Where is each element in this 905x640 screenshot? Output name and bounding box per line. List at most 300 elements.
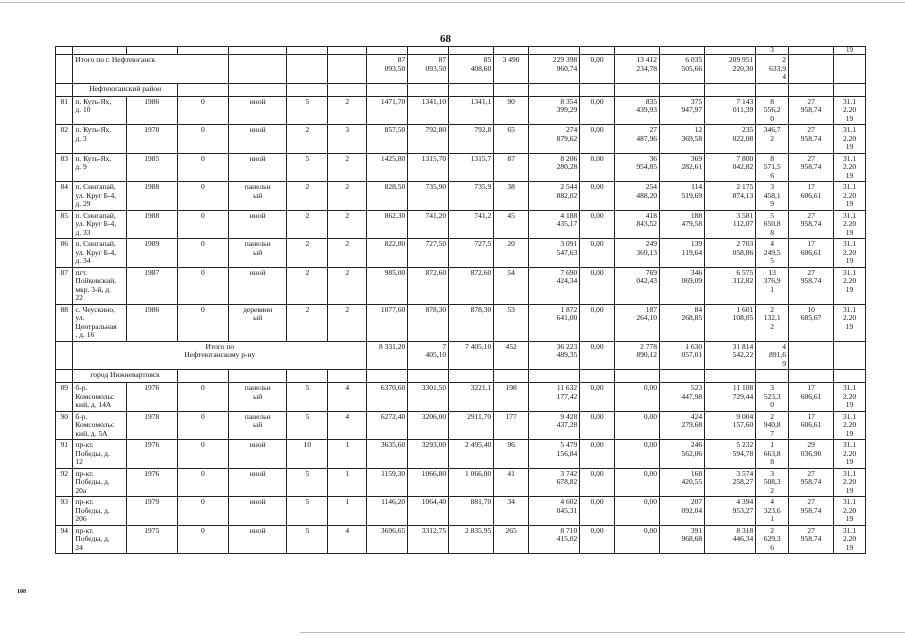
- cell-m2: 12 369,58: [660, 125, 705, 154]
- cell-z: 0: [177, 267, 228, 304]
- cell-fund: 0,00: [580, 440, 615, 469]
- cell-ent: 1: [328, 440, 367, 469]
- blank-cell: [449, 370, 494, 383]
- cell-mat: панельн ый: [229, 239, 287, 268]
- cell-m1: 0,00: [615, 411, 660, 440]
- cell-date: 31.1 2.20 19: [834, 182, 866, 211]
- cell-s2: 3293,00: [408, 440, 449, 469]
- cell-m1: 418 843,52: [615, 210, 660, 239]
- cell-price: 29 036,90: [789, 440, 834, 469]
- totals-value: 452: [494, 341, 529, 370]
- totals-value: 2 778 890,12: [615, 341, 660, 370]
- cell-date: 31.1 2.20 19: [834, 239, 866, 268]
- header-cell: [449, 47, 494, 55]
- cell-cost: 5 479 156,84: [529, 440, 580, 469]
- totals-value: 7 405,10: [408, 341, 449, 370]
- cell-price: 27 958,74: [789, 153, 834, 182]
- cell-fund: 0,00: [580, 383, 615, 412]
- section-title: город Нижневартовск: [73, 370, 177, 383]
- cell-m3: 6 575 312,82: [705, 267, 756, 304]
- blank-cell: [177, 83, 228, 96]
- cell-s2: 3301,50: [408, 383, 449, 412]
- header-cell: [529, 47, 580, 55]
- cell-s1: 985,00: [367, 267, 408, 304]
- cell-price: 27 958,74: [789, 267, 834, 304]
- cell-s1: 1159,30: [367, 468, 408, 497]
- blank-cell: [494, 83, 529, 96]
- cell-z: 0: [177, 304, 228, 341]
- cell-z: 0: [177, 210, 228, 239]
- cell-m2: 188 479,58: [660, 210, 705, 239]
- cell-cost: 8 354 399,29: [529, 96, 580, 125]
- blank-cell: [789, 370, 834, 383]
- table-row: [56, 125, 866, 154]
- cell-s1: 6370,60: [367, 383, 408, 412]
- blank-cell: [449, 83, 494, 96]
- cell-addr: б-р. Комсомольс кий, д. 5А: [73, 411, 126, 440]
- blank-cell: [229, 55, 287, 84]
- cell-fl: 2: [287, 267, 328, 304]
- cell-addr: пр-кт. Победы, д. 206: [73, 497, 126, 526]
- blank-cell: [408, 83, 449, 96]
- cell-s1: 857,50: [367, 125, 408, 154]
- housing-register-table: [55, 46, 866, 554]
- cell-fund: 0,00: [580, 96, 615, 125]
- cell-mat: иной: [229, 210, 287, 239]
- cell-s3: 881,70: [449, 497, 494, 526]
- cell-m2: 523 447,98: [660, 383, 705, 412]
- cell-s1: 3635,60: [367, 440, 408, 469]
- cell-m3: 7 143 011,39: [705, 96, 756, 125]
- cell-year: 1986: [126, 304, 177, 341]
- cell-s3: 2911,70: [449, 411, 494, 440]
- cell-addr: п. Сингапай, ул. Круг Б-4, д. 33: [73, 210, 126, 239]
- table-row: [56, 525, 866, 554]
- cell-s3: 878,30: [449, 304, 494, 341]
- cell-fl: 5: [287, 153, 328, 182]
- cell-addr: п. Сингапай, ул. Круг Б-4, д. 29: [73, 182, 126, 211]
- cell-cost: 7 690 424,34: [529, 267, 580, 304]
- cell-fl: 2: [287, 182, 328, 211]
- cell-s3: 735,9: [449, 182, 494, 211]
- cell-s2: 1064,40: [408, 497, 449, 526]
- cell-m1: 0,00: [615, 468, 660, 497]
- blank-cell: [229, 370, 287, 383]
- totals-value: 85 408,60: [449, 55, 494, 84]
- cell-m3: 11 108 729,44: [705, 383, 756, 412]
- cell-s1: 828,50: [367, 182, 408, 211]
- totals-value: [789, 55, 834, 84]
- cell-m1: 835 439,93: [615, 96, 660, 125]
- cell-ent: 4: [328, 525, 367, 554]
- cell-fund: 0,00: [580, 497, 615, 526]
- cell-year: 1978: [126, 125, 177, 154]
- cell-m3: 4 394 953,27: [705, 497, 756, 526]
- blank-cell: [705, 370, 756, 383]
- cell-addr: пгт. Пойковский, мкр. 3-й, д. 22: [73, 267, 126, 304]
- cell-res: 38: [494, 182, 529, 211]
- totals-value: 229 398 960,74: [529, 55, 580, 84]
- cell-z: 0: [177, 440, 228, 469]
- cell-date: 31.1 2.20 19: [834, 383, 866, 412]
- cell-n: 87: [56, 267, 73, 304]
- cell-date: 31.1 2.20 19: [834, 96, 866, 125]
- header-cell: [229, 47, 287, 55]
- cell-z: 0: [177, 182, 228, 211]
- page-number: 68: [440, 33, 451, 45]
- cell-n: 81: [56, 96, 73, 125]
- cell-price: 27 958,74: [789, 210, 834, 239]
- cell-sq: 4 249,5 5: [756, 239, 789, 268]
- header-cell: [126, 47, 177, 55]
- cell-year: 1985: [126, 153, 177, 182]
- cell-price: 10 685,67: [789, 304, 834, 341]
- cell-ent: 2: [328, 267, 367, 304]
- section-row: [56, 370, 866, 383]
- cell-cost: 1 872 641,00: [529, 304, 580, 341]
- cell-z: 0: [177, 153, 228, 182]
- header-cell: [408, 47, 449, 55]
- cell-z: 0: [177, 383, 228, 412]
- cell-m1: 254 488,20: [615, 182, 660, 211]
- cell-year: 1976: [126, 440, 177, 469]
- blank-cell: [367, 83, 408, 96]
- table-row: [56, 440, 866, 469]
- cell-addr: пр-кт. Победы, д. 20а: [73, 468, 126, 497]
- cell-year: 1976: [126, 383, 177, 412]
- cell-s3: 741,2: [449, 210, 494, 239]
- cell-fl: 2: [287, 210, 328, 239]
- cell-s3: 2 495,40: [449, 440, 494, 469]
- cell-s3: 727,5: [449, 239, 494, 268]
- cell-addr: пр-кт. Победы, д. 24: [73, 525, 126, 554]
- header-cell: [660, 47, 705, 55]
- table-row: [56, 210, 866, 239]
- section-row: [56, 83, 866, 96]
- table-row: [56, 304, 866, 341]
- cell-price: 27 958,74: [789, 468, 834, 497]
- totals-value: 209 951 220,30: [705, 55, 756, 84]
- cell-n: 92: [56, 468, 73, 497]
- cell-m1: 0,00: [615, 440, 660, 469]
- totals-value: 8 331,20: [367, 341, 408, 370]
- cell-sq: 8 556,2 0: [756, 96, 789, 125]
- blank-cell: [580, 83, 615, 96]
- cell-price: 27 958,74: [789, 125, 834, 154]
- blank-cell: [408, 370, 449, 383]
- header-cell: [494, 47, 529, 55]
- cell-z: 0: [177, 468, 228, 497]
- blank-cell: [287, 55, 328, 84]
- cell-m3: 2 703 058,86: [705, 239, 756, 268]
- cell-n: 85: [56, 210, 73, 239]
- cell-res: 41: [494, 468, 529, 497]
- cell-price: 27 958,74: [789, 96, 834, 125]
- header-cell: [287, 47, 328, 55]
- cell-fund: 0,00: [580, 153, 615, 182]
- cell-year: 1989: [126, 239, 177, 268]
- cell-ent: 1: [328, 497, 367, 526]
- cell-s2: 1315,70: [408, 153, 449, 182]
- cell-cost: 4 188 435,17: [529, 210, 580, 239]
- cell-s2: 727,50: [408, 239, 449, 268]
- cell-sq: 1 663,8 8: [756, 440, 789, 469]
- cell-s1: 862,30: [367, 210, 408, 239]
- blank-cell: [705, 83, 756, 96]
- cell-m2: 375 947,97: [660, 96, 705, 125]
- blank-cell: [328, 83, 367, 96]
- totals-value: 4 891,6 9: [756, 341, 789, 370]
- header-cell: [615, 47, 660, 55]
- table-row: [56, 153, 866, 182]
- cell-year: 1978: [126, 411, 177, 440]
- cell-ent: 4: [328, 383, 367, 412]
- cell-fl: 5: [287, 525, 328, 554]
- cell-mat: иной: [229, 153, 287, 182]
- cell-s3: 2 835,95: [449, 525, 494, 554]
- cell-s2: 3206,00: [408, 411, 449, 440]
- cell-date: 31.1 2.20 19: [834, 267, 866, 304]
- cell-m3: 9 004 157,60: [705, 411, 756, 440]
- cell-fund: 0,00: [580, 182, 615, 211]
- cell-s2: 872,60: [408, 267, 449, 304]
- cell-s2: 878,30: [408, 304, 449, 341]
- cell-price: 27 958,74: [789, 525, 834, 554]
- blank-cell: [494, 370, 529, 383]
- cell-date: 31.1 2.20 19: [834, 497, 866, 526]
- cell-fl: 2: [287, 304, 328, 341]
- blank-cell: [177, 370, 228, 383]
- cell-ent: 4: [328, 411, 367, 440]
- cell-addr: п. Куть-Ях, д. 9: [73, 153, 126, 182]
- cell-s1: 6272,40: [367, 411, 408, 440]
- cell-m1: 187 264,10: [615, 304, 660, 341]
- cell-addr: п. Куть-Ях, д. 10: [73, 96, 126, 125]
- totals-value: [789, 341, 834, 370]
- cell-fund: 0,00: [580, 525, 615, 554]
- cell-fund: 0,00: [580, 468, 615, 497]
- cell-date: 31.1 2.20 19: [834, 468, 866, 497]
- table-header-row: [56, 47, 866, 55]
- cell-mat: панельн ый: [229, 383, 287, 412]
- cell-price: 17 606,61: [789, 182, 834, 211]
- cell-year: 1988: [126, 182, 177, 211]
- cell-ent: 2: [328, 182, 367, 211]
- cell-s3: 1341,1: [449, 96, 494, 125]
- cell-mat: иной: [229, 497, 287, 526]
- cell-ent: 2: [328, 210, 367, 239]
- totals-value: 1 630 057,01: [660, 341, 705, 370]
- cell-s3: 872,60: [449, 267, 494, 304]
- cell-mat: деревянн ый: [229, 304, 287, 341]
- cell-year: 1988: [126, 210, 177, 239]
- blank-cell: [756, 370, 789, 383]
- cell-addr: б-р. Комсомольс кий, д. 14А: [73, 383, 126, 412]
- cell-sq: 13 376,9 1: [756, 267, 789, 304]
- cell-n: 91: [56, 440, 73, 469]
- cell-year: 1987: [126, 267, 177, 304]
- cell-m3: 3 581 112,07: [705, 210, 756, 239]
- cell-addr: п. Сингапай, ул. Круг Б-4, д. 34: [73, 239, 126, 268]
- cell-s1: 3696,65: [367, 525, 408, 554]
- totals-value: 6 035 505,66: [660, 55, 705, 84]
- cell-ent: 1: [328, 468, 367, 497]
- cell-fl: 5: [287, 383, 328, 412]
- cell-res: 34: [494, 497, 529, 526]
- cell-n: 84: [56, 182, 73, 211]
- cell-price: 17 606,61: [789, 411, 834, 440]
- cell-sq: 2 132,1 2: [756, 304, 789, 341]
- cell-n: 89: [56, 383, 73, 412]
- cell-sq: 3 523,3 0: [756, 383, 789, 412]
- cell-m2: 207 092,04: [660, 497, 705, 526]
- cell-m2: 246 562,06: [660, 440, 705, 469]
- cell-s1: 1425,80: [367, 153, 408, 182]
- cell-m1: 0,00: [615, 497, 660, 526]
- totals-value: 0,00: [580, 341, 615, 370]
- blank-cell: [615, 370, 660, 383]
- cell-date: 31.1 2.20 19: [834, 153, 866, 182]
- cell-price: 17 606,61: [789, 239, 834, 268]
- cell-m2: 424 279,68: [660, 411, 705, 440]
- cell-s3: 1315,7: [449, 153, 494, 182]
- blank-cell: [287, 83, 328, 96]
- blank-cell: [367, 370, 408, 383]
- cell-cost: 8 206 280,28: [529, 153, 580, 182]
- header-cell: 19: [834, 47, 866, 55]
- cell-addr: п. Куть-Ях, д. 3: [73, 125, 126, 154]
- cell-mat: иной: [229, 525, 287, 554]
- cell-m2: 369 282,61: [660, 153, 705, 182]
- blank-cell: [529, 370, 580, 383]
- header-cell: [367, 47, 408, 55]
- cell-m1: 249 369,13: [615, 239, 660, 268]
- scan-edge-bottom: [300, 632, 905, 633]
- header-cell: [705, 47, 756, 55]
- cell-m3: 5 232 594,78: [705, 440, 756, 469]
- cell-res: 87: [494, 153, 529, 182]
- cell-s2: 3312,75: [408, 525, 449, 554]
- totals-value: 13 412 234,78: [615, 55, 660, 84]
- cell-m1: 0,00: [615, 525, 660, 554]
- cell-cost: 9 428 437,28: [529, 411, 580, 440]
- cell-mat: иной: [229, 96, 287, 125]
- cell-s1: 1471,70: [367, 96, 408, 125]
- header-cell: 3: [756, 47, 789, 55]
- blank-cell: [615, 83, 660, 96]
- cell-cost: 3 742 678,82: [529, 468, 580, 497]
- cell-cost: 274 879,62: [529, 125, 580, 154]
- cell-s2: 792,80: [408, 125, 449, 154]
- table-row: [56, 497, 866, 526]
- cell-m2: 139 119,64: [660, 239, 705, 268]
- cell-ent: 2: [328, 304, 367, 341]
- cell-fl: 2: [287, 239, 328, 268]
- totals-value: [834, 341, 866, 370]
- totals-value: 87 093,50: [367, 55, 408, 84]
- cell-m2: 114 519,69: [660, 182, 705, 211]
- cell-s3: 3221,1: [449, 383, 494, 412]
- section-title: Нефтеюганский район: [73, 83, 177, 96]
- cell-sq: 4 323,6 1: [756, 497, 789, 526]
- totals-value: 2 633,9 4: [756, 55, 789, 84]
- scan-edge-top: [0, 2, 905, 3]
- cell-m2: 391 968,68: [660, 525, 705, 554]
- cell-m3: 2 175 874,13: [705, 182, 756, 211]
- cell-cost: 2 544 882,02: [529, 182, 580, 211]
- blank-cell: [56, 370, 73, 383]
- cell-mat: панельн ый: [229, 411, 287, 440]
- blank-cell: [287, 370, 328, 383]
- table-row: [56, 468, 866, 497]
- cell-mat: иной: [229, 125, 287, 154]
- totals-row: [56, 55, 866, 84]
- cell-m2: 346 069,09: [660, 267, 705, 304]
- header-cell: [328, 47, 367, 55]
- blank-cell: [529, 83, 580, 96]
- cell-res: 20: [494, 239, 529, 268]
- cell-cost: 8 710 415,02: [529, 525, 580, 554]
- cell-mat: иной: [229, 468, 287, 497]
- blank-cell: [328, 370, 367, 383]
- cell-n: 86: [56, 239, 73, 268]
- header-cell: [73, 47, 126, 55]
- cell-s2: 735,90: [408, 182, 449, 211]
- table-row: [56, 411, 866, 440]
- cell-s1: 1077,60: [367, 304, 408, 341]
- cell-ent: 2: [328, 239, 367, 268]
- cell-sq: 2 940,8 7: [756, 411, 789, 440]
- totals-value: [834, 55, 866, 84]
- cell-fund: 0,00: [580, 239, 615, 268]
- cell-m3: 7 800 042,82: [705, 153, 756, 182]
- blank-cell: [56, 341, 73, 370]
- cell-year: 1979: [126, 497, 177, 526]
- cell-n: 83: [56, 153, 73, 182]
- cell-date: 31.1 2.20 19: [834, 304, 866, 341]
- cell-price: 17 606,61: [789, 383, 834, 412]
- cell-m1: 769 042,43: [615, 267, 660, 304]
- table-row: [56, 239, 866, 268]
- blank-cell: [56, 55, 73, 84]
- cell-fl: 2: [287, 125, 328, 154]
- cell-s2: 741,20: [408, 210, 449, 239]
- blank-cell: [328, 55, 367, 84]
- cell-s2: 1066,80: [408, 468, 449, 497]
- cell-fl: 5: [287, 96, 328, 125]
- cell-sq: 3 508,3 2: [756, 468, 789, 497]
- cell-sq: 346,7 2: [756, 125, 789, 154]
- cell-price: 27 958,74: [789, 497, 834, 526]
- cell-m3: 235 022,08: [705, 125, 756, 154]
- cell-cost: 3 091 547,63: [529, 239, 580, 268]
- cell-s3: 792,8: [449, 125, 494, 154]
- cell-s1: 1146,20: [367, 497, 408, 526]
- cell-n: 90: [56, 411, 73, 440]
- cell-ent: 2: [328, 96, 367, 125]
- cell-fl: 5: [287, 468, 328, 497]
- cell-fl: 5: [287, 497, 328, 526]
- cell-sq: 2 629,3 6: [756, 525, 789, 554]
- cell-year: 1986: [126, 96, 177, 125]
- cell-mat: иной: [229, 440, 287, 469]
- cell-cost: 11 632 177,42: [529, 383, 580, 412]
- blank-cell: [756, 83, 789, 96]
- cell-cost: 4 602 045,31: [529, 497, 580, 526]
- cell-date: 31.1 2.20 19: [834, 440, 866, 469]
- totals-value: 87 093,50: [408, 55, 449, 84]
- cell-m3: 1 601 108,05: [705, 304, 756, 341]
